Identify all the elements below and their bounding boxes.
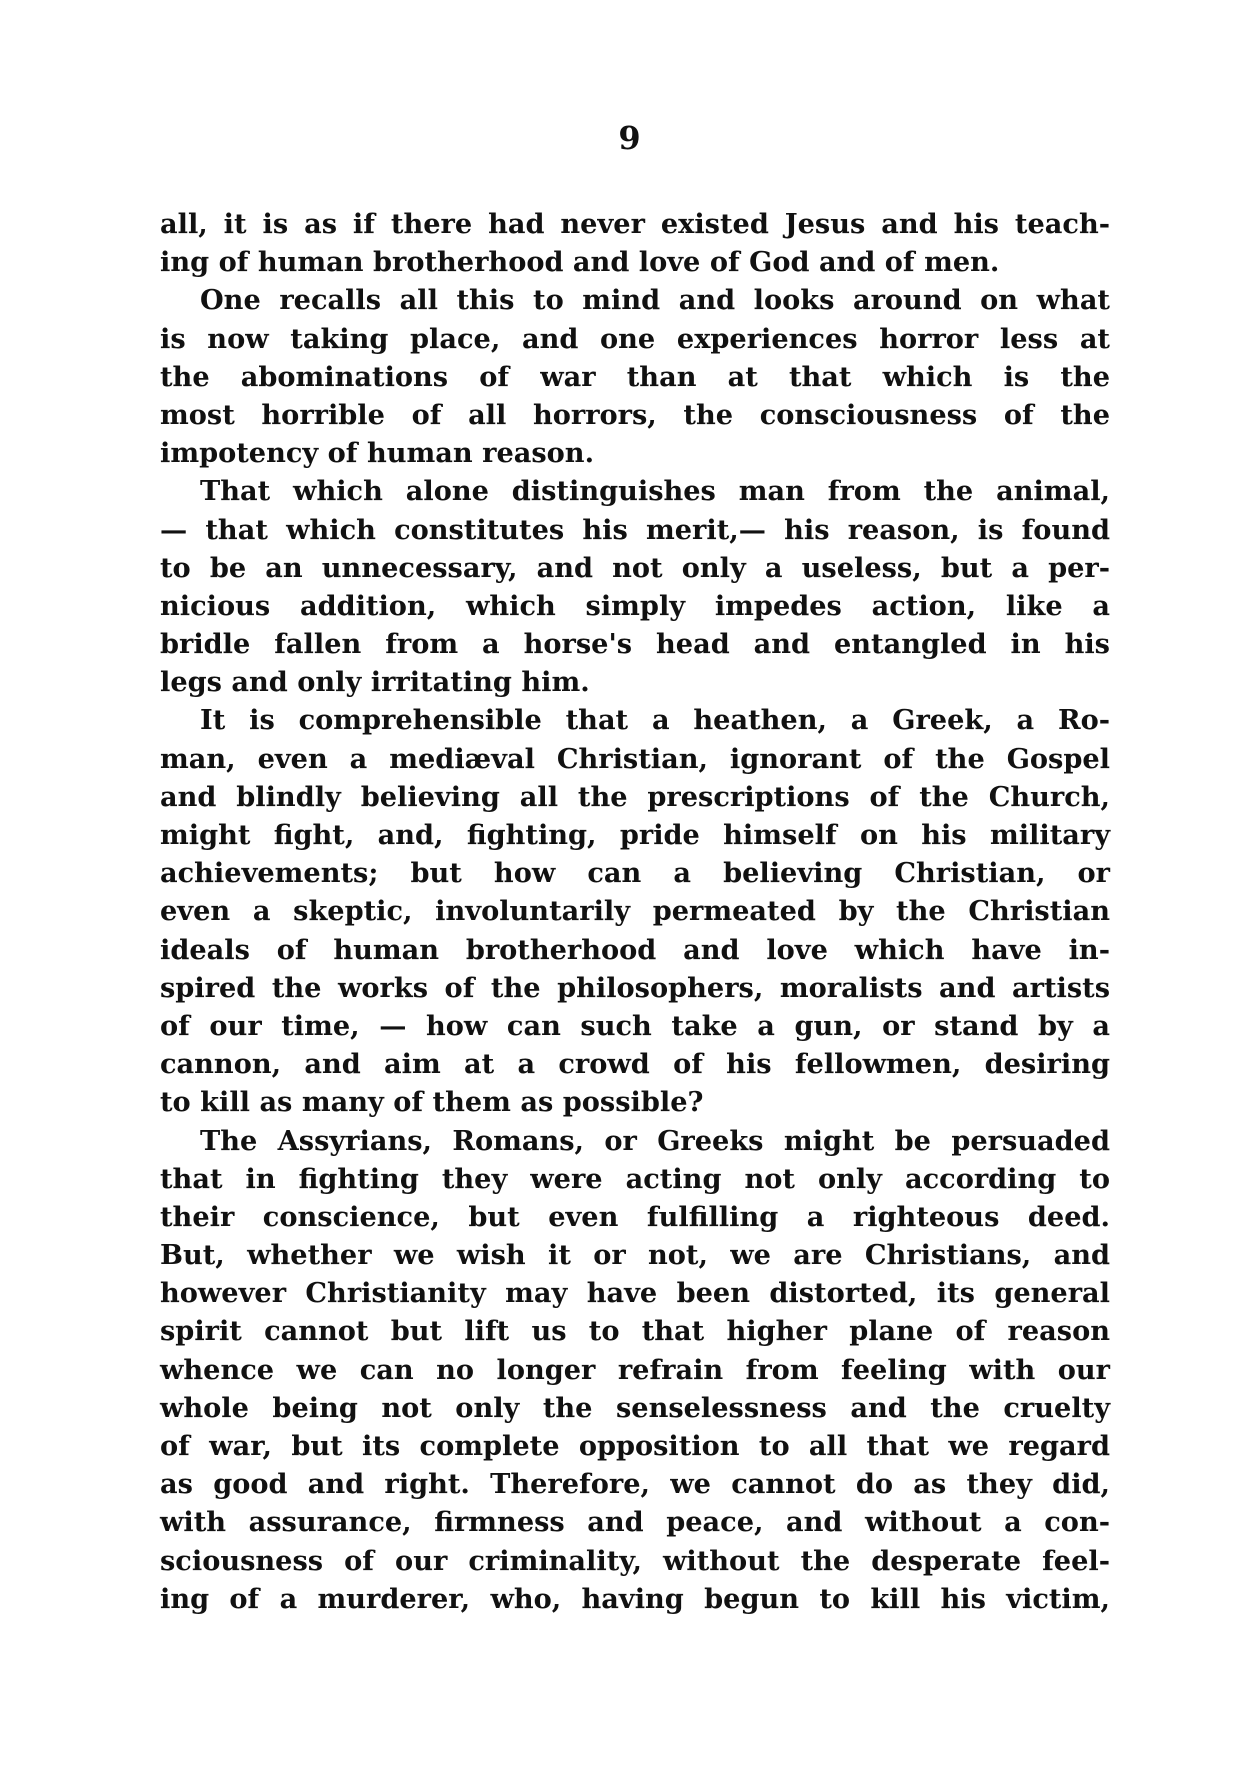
text-line: that in fighting they were acting not only according to	[160, 1162, 1110, 1195]
text-line: man, even a mediæval Christian, ignorant of the Gospel	[160, 742, 1110, 775]
text-line: as good and right. Therefore, we cannot do as they did,	[160, 1468, 1110, 1501]
text-line: The Assyrians, Romans, or Greeks might be persuaded	[200, 1124, 1110, 1157]
text-line: most horrible of all horrors, the consciousness of the	[160, 398, 1110, 431]
text-line: might fight, and, fighting, pride himself on his military	[160, 819, 1110, 851]
text-line: bridle fallen from a horse's head and entangled in his	[160, 628, 1110, 661]
text-line: legs and only irritating him.	[160, 666, 590, 699]
text-line: — that which constitutes his merit,— his reason, is found	[160, 513, 1110, 546]
text-line: ing of human brotherhood and love of God and of men.	[160, 246, 1000, 279]
text-line: impotency of human reason.	[160, 437, 595, 470]
text-line: whence we can no longer refrain from feeling with our	[160, 1353, 1110, 1386]
text-line: even a skeptic, involuntarily permeated by the Christian	[160, 895, 1110, 928]
text-line: spirit cannot but lift us to that higher plane of reason	[160, 1315, 1110, 1348]
text-line: to be an unnecessary, and not only a useless, but a per-	[160, 551, 1110, 584]
text-line: is now taking place, and one experiences horror less at	[160, 322, 1110, 355]
page-number: 9	[618, 119, 641, 157]
text-line: with assurance, firmness and peace, and without a con-	[160, 1506, 1110, 1539]
text-line: all, it is as if there had never existed Jesus and his teach-	[160, 208, 1110, 240]
text-line: But, whether we wish it or not, we are Christians, and	[160, 1239, 1110, 1272]
text-line: of our time, — how can such take a gun, or stand by a	[160, 1009, 1110, 1042]
text-line: It is comprehensible that a heathen, a Greek, a Ro-	[200, 704, 1110, 737]
text-line: whole being not only the senselessness and the cruelty	[160, 1391, 1110, 1424]
text-line: That which alone distinguishes man from the animal,	[200, 475, 1110, 508]
text-line: of war, but its complete opposition to all that we regard	[160, 1430, 1110, 1462]
text-line: One recalls all this to mind and looks around on what	[200, 284, 1110, 317]
text-line: the abominations of war than at that which is the	[160, 360, 1110, 393]
body-text	[160, 205, 1110, 1618]
text-line: and blindly believing all the prescriptions of the Church,	[160, 780, 1110, 813]
text-line: nicious addition, which simply impedes action, like a	[160, 589, 1110, 622]
text-line: achievements; but how can a believing Christian, or	[160, 857, 1110, 890]
text-line: sciousness of our criminality, without the desperate feel-	[160, 1544, 1110, 1577]
text-line: ing of a murderer, who, having begun to kill his victim,	[160, 1582, 1110, 1615]
text-line: however Christianity may have been distorted, its general	[160, 1277, 1110, 1310]
text-line: ideals of human brotherhood and love which have in-	[160, 933, 1110, 966]
text-line: cannon, and aim at a crowd of his fellowmen, desiring	[160, 1048, 1110, 1081]
text-line: to kill as many of them as possible?	[160, 1086, 704, 1119]
text-line: their conscience, but even fulfilling a righteous deed.	[160, 1200, 1110, 1233]
text-line: spired the works of the philosophers, moralists and artists	[160, 971, 1110, 1004]
